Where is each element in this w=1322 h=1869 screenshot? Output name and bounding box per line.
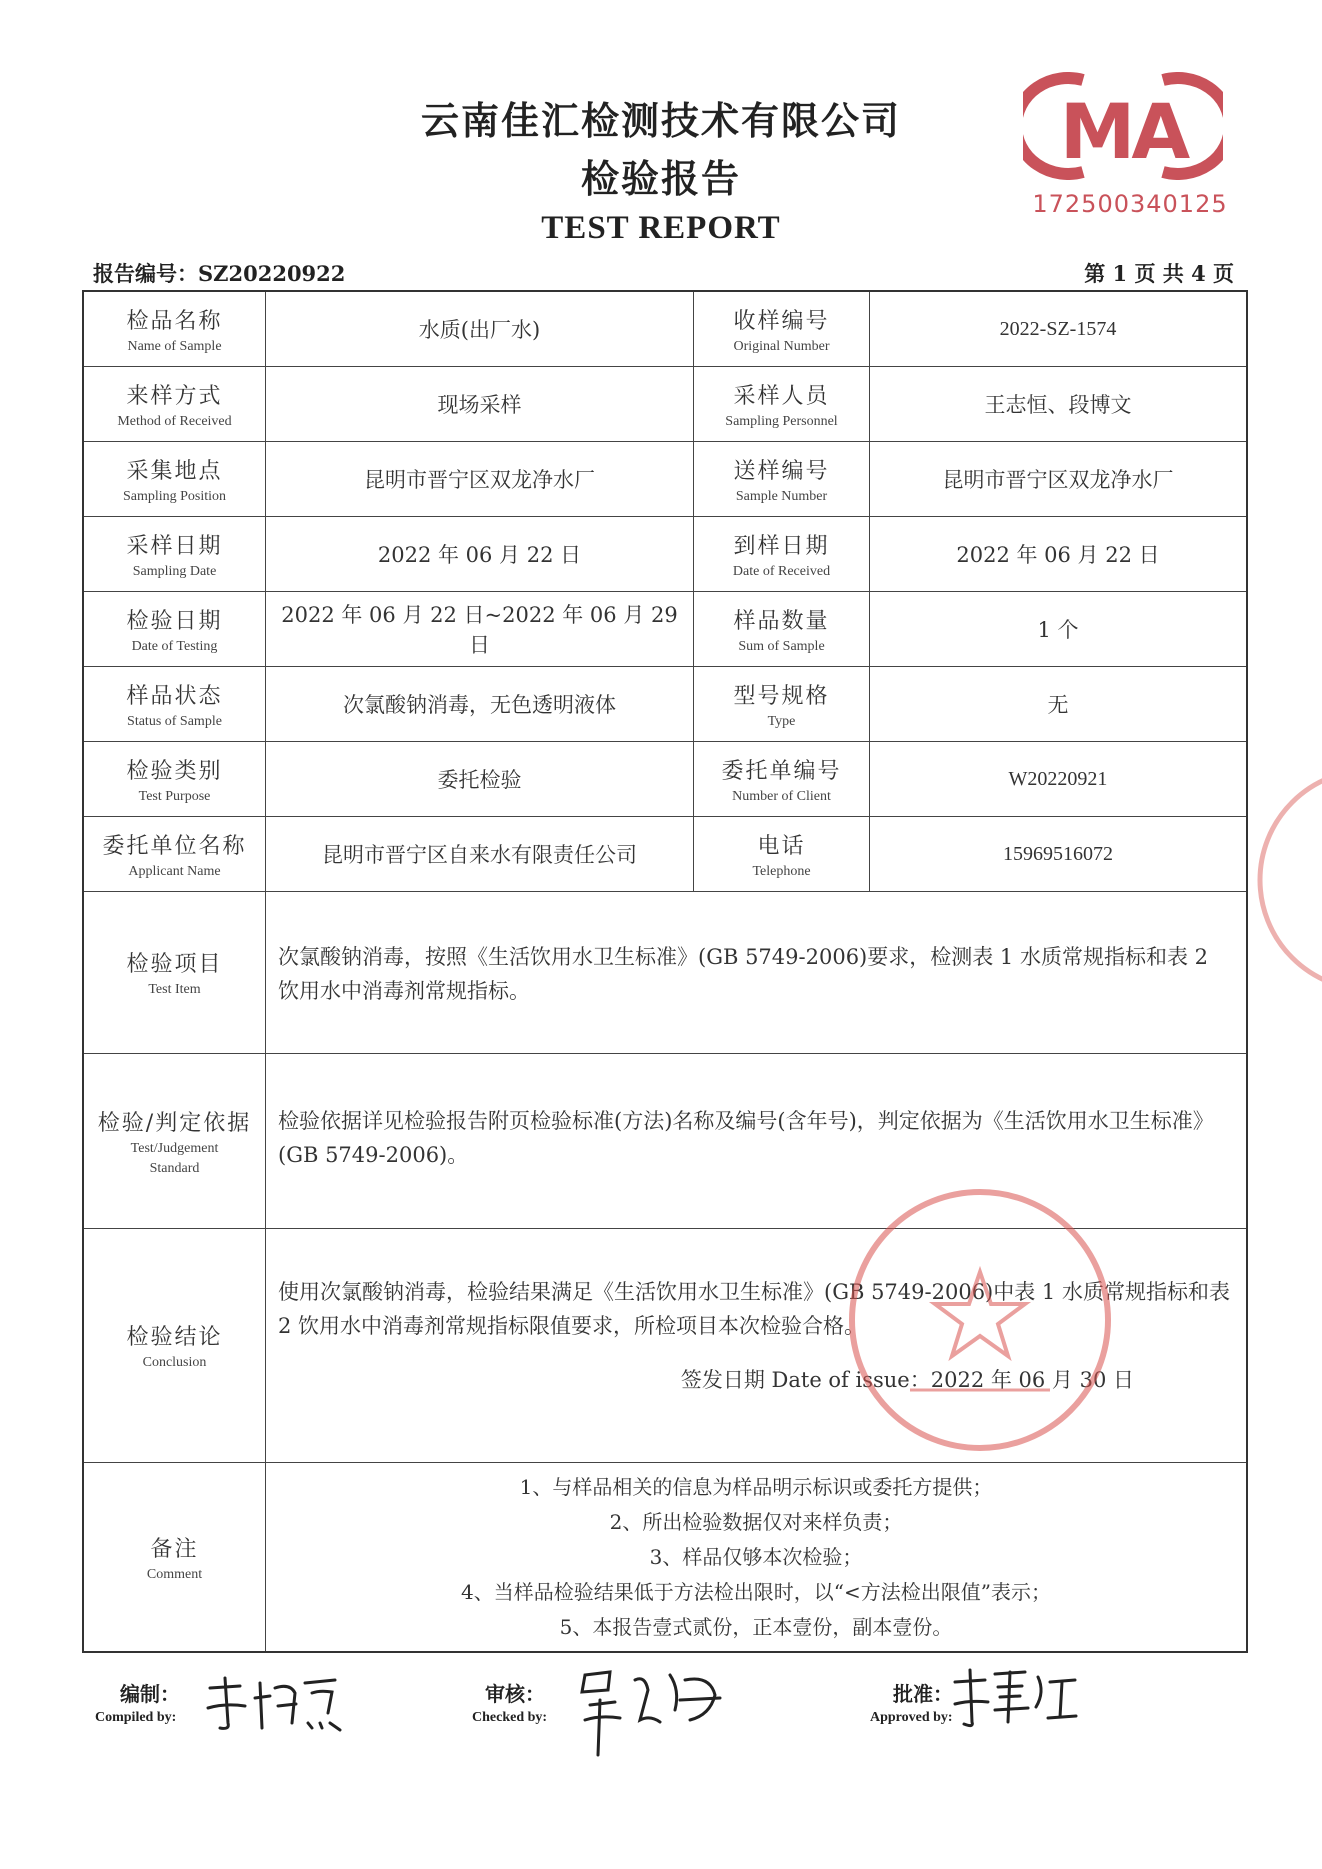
test-item-row bbox=[84, 892, 1246, 1054]
table-row bbox=[84, 667, 1246, 742]
label-en: Telephone bbox=[752, 863, 811, 879]
comment-item: 5、本报告壹式贰份，正本壹份，副本壹份。 bbox=[559, 1614, 953, 1639]
value-cell bbox=[870, 442, 1246, 516]
label-cn: 电话 bbox=[757, 833, 806, 859]
label-en: Applicant Name bbox=[128, 863, 221, 879]
label-cell bbox=[84, 1054, 266, 1228]
label-cell bbox=[84, 367, 266, 441]
label-cell bbox=[694, 592, 870, 666]
label-en: Sample Number bbox=[735, 488, 828, 504]
label-cn: 检验日期 bbox=[126, 608, 223, 634]
approved-label-cn: 批准： bbox=[893, 1682, 953, 1706]
label-cell bbox=[694, 367, 870, 441]
label-en: Date of Testing bbox=[131, 638, 218, 654]
cma-logo bbox=[1023, 72, 1223, 180]
label-en: Conclusion bbox=[142, 1355, 207, 1370]
value: 1 个 bbox=[1037, 618, 1079, 642]
report-number-label: 报告编号： bbox=[93, 261, 198, 286]
comment-item: 4、当样品检验结果低于方法检出限时，以“<方法检出限值”表示； bbox=[461, 1579, 1051, 1604]
report-number-value: SZ20220922 bbox=[198, 261, 346, 286]
label-cell bbox=[84, 742, 266, 816]
label-cn: 采集地点 bbox=[126, 458, 223, 484]
label-cell bbox=[84, 892, 266, 1053]
company-name: 云南佳汇检测技术有限公司 bbox=[420, 98, 901, 143]
label-cn: 型号规格 bbox=[733, 683, 830, 709]
label-en: Test Purpose bbox=[138, 788, 211, 804]
value-cell bbox=[870, 592, 1246, 666]
edge-seal bbox=[1240, 760, 1322, 1000]
value-cell bbox=[266, 742, 694, 816]
issue-date: 签发日期 Date of issue：2022 年 06 月 30 日 bbox=[680, 1368, 1134, 1392]
label-cell bbox=[694, 517, 870, 591]
label-en: Sum of Sample bbox=[738, 638, 825, 654]
value: 水质(出厂水) bbox=[418, 318, 541, 342]
compiled-label-cn: 编制： bbox=[120, 1682, 180, 1706]
compiled-label-en: Compiled by: bbox=[95, 1710, 177, 1725]
value-cell bbox=[266, 442, 694, 516]
table-row bbox=[84, 292, 1246, 367]
value: 昆明市晋宁区双龙净水厂 bbox=[364, 468, 595, 492]
value: 王志恒、段博文 bbox=[984, 393, 1132, 417]
label-cell bbox=[694, 292, 870, 366]
value-cell bbox=[266, 517, 694, 591]
label-cn: 检验类别 bbox=[126, 758, 223, 784]
judgement-text: 检验依据详见检验报告附页检验标准(方法)名称及编号(含年号)，判定依据为《生活饮用水卫生标准》(GB 5749-2006)。 bbox=[278, 1109, 1214, 1167]
test-item-text: 次氯酸钠消毒，按照《生活饮用水卫生标准》(GB 5749-2006)要求，检测表 1 水质常规指标和表 2 饮用水中消毒剂常规指标。 bbox=[278, 945, 1208, 1003]
value: 2022 年 06 月 22 日 bbox=[956, 543, 1160, 567]
value: 2022 年 06 月 22 日 bbox=[377, 543, 582, 567]
value: W20220921 bbox=[1008, 767, 1108, 790]
label-cell bbox=[84, 817, 266, 891]
label-cn: 备注 bbox=[150, 1536, 199, 1562]
label-cell bbox=[694, 442, 870, 516]
label-en: Sampling Position bbox=[122, 488, 227, 504]
value: 2022 年 06 月 22 日~2022 年 06 月 29 日 bbox=[281, 603, 678, 657]
comment-row bbox=[84, 1463, 1246, 1651]
label-cn: 样品数量 bbox=[733, 608, 830, 634]
checked-signature bbox=[570, 1660, 730, 1760]
label-en: Date of Received bbox=[732, 563, 831, 579]
checked-label-en: Checked by: bbox=[472, 1710, 548, 1725]
label-cn: 委托单编号 bbox=[721, 758, 842, 784]
table-row bbox=[84, 442, 1246, 517]
comment-item: 1、与样品相关的信息为样品明示标识或委托方提供； bbox=[519, 1474, 993, 1499]
label-cn: 样品状态 bbox=[126, 683, 223, 709]
compiled-signature bbox=[200, 1668, 350, 1738]
table-row bbox=[84, 517, 1246, 592]
label-cn: 检验/判定依据 bbox=[97, 1110, 252, 1136]
cma-number: 172500340125 bbox=[1032, 190, 1228, 218]
report-number bbox=[93, 258, 345, 288]
label-en: Sampling Personnel bbox=[725, 413, 838, 429]
label-cn: 检验项目 bbox=[126, 952, 223, 977]
value-cell bbox=[870, 667, 1246, 741]
label-en: Name of Sample bbox=[127, 338, 222, 354]
label-cn: 检品名称 bbox=[126, 308, 223, 334]
label-en: Sampling Date bbox=[132, 563, 217, 579]
label-en: Method of Received bbox=[117, 413, 232, 429]
approved-signature bbox=[950, 1662, 1080, 1732]
label-cn: 采样日期 bbox=[126, 533, 223, 559]
svg-text:MA: MA bbox=[1059, 87, 1187, 176]
label-cell bbox=[694, 742, 870, 816]
label-cell bbox=[84, 592, 266, 666]
value-cell bbox=[870, 517, 1246, 591]
label-cn: 到样日期 bbox=[733, 533, 830, 559]
value-cell bbox=[266, 367, 694, 441]
table-row bbox=[84, 367, 1246, 442]
label-cn: 采样人员 bbox=[733, 383, 830, 409]
label-cn: 收样编号 bbox=[733, 308, 830, 334]
table-row bbox=[84, 742, 1246, 817]
value-cell bbox=[266, 817, 694, 891]
label-en: Standard bbox=[149, 1160, 200, 1176]
label-en: Original Number bbox=[733, 338, 830, 354]
value: 昆明市晋宁区双龙净水厂 bbox=[942, 468, 1174, 492]
page-info: 第 1 页 共 4 页 bbox=[1084, 261, 1234, 286]
doc-title-en: TEST REPORT bbox=[541, 210, 781, 246]
table-row bbox=[84, 592, 1246, 667]
value: 委托检验 bbox=[437, 768, 522, 792]
value: 2022-SZ-1574 bbox=[999, 317, 1117, 340]
doc-title-cn: 检验报告 bbox=[580, 156, 741, 201]
value: 次氯酸钠消毒，无色透明液体 bbox=[343, 693, 616, 717]
comment-list bbox=[266, 1463, 1246, 1651]
value: 现场采样 bbox=[437, 393, 522, 417]
table-row bbox=[84, 817, 1246, 892]
approved-label-en: Approved by: bbox=[870, 1710, 953, 1725]
value-cell bbox=[266, 592, 694, 666]
value-cell bbox=[870, 367, 1246, 441]
value-cell bbox=[870, 292, 1246, 366]
label-cell bbox=[84, 442, 266, 516]
comment-item: 3、样品仅够本次检验； bbox=[649, 1544, 863, 1569]
label-cell bbox=[84, 1463, 266, 1651]
value: 15969516072 bbox=[1003, 842, 1113, 865]
label-cn: 检验结论 bbox=[126, 1325, 223, 1350]
label-en: Type bbox=[767, 713, 796, 729]
label-cn: 送样编号 bbox=[733, 458, 830, 484]
value: 无 bbox=[1047, 693, 1069, 717]
checked-label-cn: 审核： bbox=[485, 1682, 545, 1706]
value-cell bbox=[266, 292, 694, 366]
label-en: Test Item bbox=[148, 982, 201, 997]
label-en: Number of Client bbox=[732, 788, 831, 804]
company-seal bbox=[840, 1180, 1120, 1460]
label-cell bbox=[84, 292, 266, 366]
label-cell bbox=[694, 667, 870, 741]
value-cell bbox=[266, 667, 694, 741]
conclusion-text: 使用次氯酸钠消毒，检验结果满足《生活饮用水卫生标准》(GB 5749-2006)中表 1 水质常规指标和表 2 饮用水中消毒剂常规指标限值要求，所检项目本次检验合格。 bbox=[278, 1280, 1230, 1338]
label-cell bbox=[694, 817, 870, 891]
label-cn: 来样方式 bbox=[126, 383, 223, 409]
comment-item: 2、所出检验数据仅对来样负责； bbox=[609, 1509, 903, 1534]
label-en: Comment bbox=[146, 1566, 203, 1582]
label-en: Status of Sample bbox=[127, 713, 222, 729]
label-cell bbox=[84, 667, 266, 741]
label-en: Test/Judgement bbox=[130, 1140, 219, 1156]
value: 昆明市晋宁区自来水有限责任公司 bbox=[322, 843, 637, 867]
value-cell bbox=[870, 817, 1246, 891]
label-cn: 委托单位名称 bbox=[102, 833, 247, 859]
label-cell bbox=[84, 1229, 266, 1462]
label-cell bbox=[84, 517, 266, 591]
value-cell bbox=[870, 742, 1246, 816]
